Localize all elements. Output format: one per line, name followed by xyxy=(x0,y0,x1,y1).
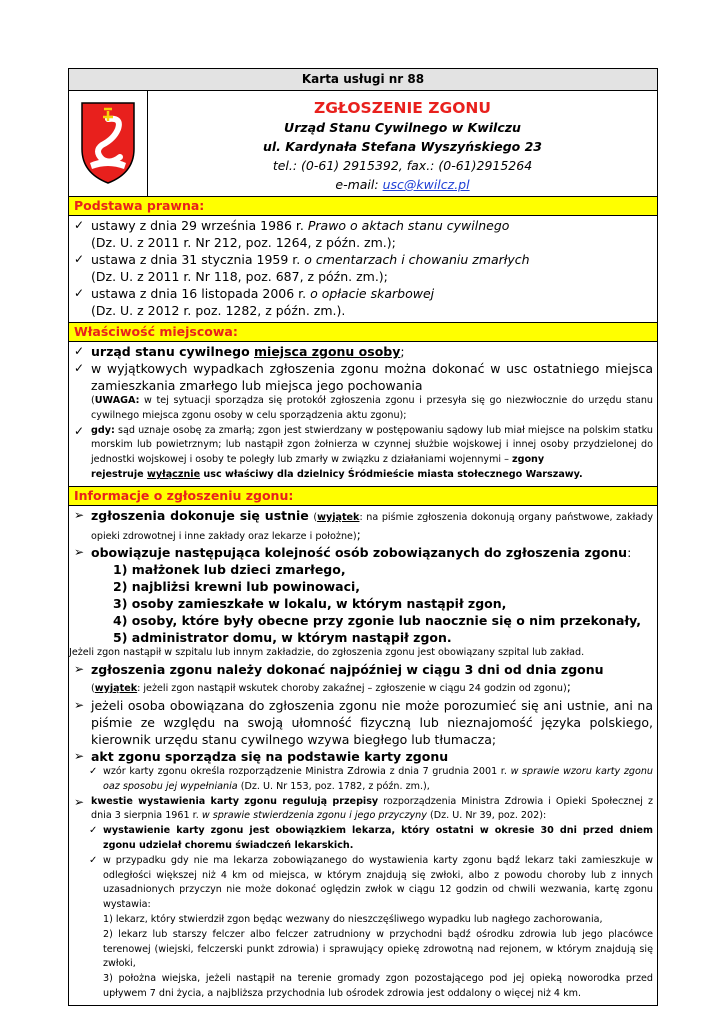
list-item: ✓ urząd stanu cywilnego miejsca zgonu osoby; xyxy=(74,344,405,359)
list-item: ✓ gdy: sąd uznaje osobę za zmarłą; zgon jest stwierdzany w postępowaniu sądowy lub miał miejsce na polskim statku morskim lub powietrznym; lub nastąpił zgon żołnierza w czynnej służbie wojskowej i innej osoby przydzielonej do jednostki wojskowej i osoby te poległy lub zmarły w związku z działaniami wojennymi – zgony rejestruje wyłącznie usc właściwy dla dzielnicy Śródmieście miasta stołecznego Warszawy. xyxy=(74,423,653,480)
enum-item: 1) lekarz, który stwierdził zgon będąc wezwany do nieszczęśliwego wypadku lub nagłego zachorowania, xyxy=(103,913,603,925)
email-prefix: e-mail: xyxy=(335,177,383,192)
list-item: ✓ wzór karty zgonu określa rozporządzenie Ministra Zdrowia z dnia 7 grudnia 2001 r. w sprawie wzoru karty zgonu oaz sposobu jej wypełniania (Dz. U. Nr 153, poz. 1782, z późn. zm.), xyxy=(89,765,653,792)
arrow-bullet-icon: ➢ xyxy=(74,794,85,809)
enum-item: 2) lekarz lub starszy felczer albo felczer zatrudniony w przychodni bądź ośrodku zdrowia lub jego placówce terenowej (wiejski, felczerski punkt zdrowia) i sprawujący opiekę zdrowotną nad rejonem, w którym znajdują się zwłoki, xyxy=(103,928,653,970)
person-item: 3) osoby zamieszkałe w lokalu, w którym nastąpił zgon, xyxy=(113,596,507,612)
list-item: ✓ w wyjątkowych wypadkach zgłoszenia zgonu można dokonać w usc ostatniego miejsca zamieszkania zmarłego lub miejsca jego pochowania xyxy=(74,361,653,393)
legal-basis-heading: Podstawa prawna: xyxy=(69,197,657,216)
legal-basis-list xyxy=(69,216,657,322)
office-phone: tel.: (0-61) 2915392, fax.: (0-61)2915264 xyxy=(272,158,533,173)
checkmark-icon: ✓ xyxy=(89,765,98,777)
hospital-note: Jeżeli zgon nastąpił w szpitalu lub innym zakładzie, do zgłoszenia zgonu jest obowiązany szpital lub zakład. xyxy=(69,647,585,659)
checkmark-icon: ✓ xyxy=(89,854,98,866)
checkmark-icon: ✓ xyxy=(74,252,85,266)
list-item: ➢ zgłoszenia dokonuje się ustnie (wyjątek: na piśmie zgłoszenia dokonują organy państwowe, zakłady opieki zdrowotnej i inne zakłady oraz lekarze i położne); xyxy=(74,507,654,542)
list-item: ➢ obowiązuje następująca kolejność osób zobowiązanych do zgłoszenia zgonu: xyxy=(74,545,632,561)
info-list xyxy=(69,506,657,1005)
persons-list xyxy=(73,561,653,646)
list-item: ✓ ustawa z dnia 31 stycznia 1959 r. o cmentarzach i chowaniu zmarłych (Dz. U. z 2011 r. Nr 118, poz. 687, z późn. zm.); xyxy=(74,252,530,284)
checkmark-icon: ✓ xyxy=(74,361,85,375)
service-card xyxy=(68,68,658,1006)
jurisdiction-heading: Właściwość miejscowa: xyxy=(69,322,657,342)
enum-item: 3) położna wiejska, jeżeli nastąpił na terenie gromady zgon pozostającego pod jej opieką noworodka przed upływem 7 dni życia, a najbliższa przychodnia lub ośrodek zdrowia jest oddalony o więcej niż 4 km. xyxy=(103,973,653,999)
list-item: ✓ ustawa z dnia 16 listopada 2006 r. o opłacie skarbowej (Dz. U. z 2012 r. poz. 1282, z późn. zm.). xyxy=(74,286,435,318)
header-text xyxy=(148,91,657,196)
office-name: Urząd Stanu Cywilnego w Kwilczu xyxy=(284,120,521,135)
email-link[interactable]: usc@kwilcz.pl xyxy=(382,177,470,192)
list-item: ➢ zgłoszenia zgonu należy dokonać najpóźniej w ciągu 3 dni od dnia zgonu (wyjątek: jeżeli zgon nastąpił wskutek choroby zakaźnej – zgłoszenie w ciągu 24 godzin od zgonu); xyxy=(74,662,604,695)
crest-cell xyxy=(69,91,148,196)
list-item: ➢ kwestie wystawienia karty zgonu regulują przepisy rozporządzenia Ministra Zdrowia i Opieki Społecznej z dnia 3 sierpnia 1961 r. w sprawie stwierdzenia zgonu i jego przyczyny (Dz. U. Nr 39, poz. 202): xyxy=(74,794,653,822)
person-item: 1) małżonek lub dzieci zmarłego, xyxy=(113,562,346,578)
person-item: 2) najbliżsi krewni lub powinowaci, xyxy=(113,579,361,595)
jurisdiction-list xyxy=(69,342,657,486)
arrow-bullet-icon: ➢ xyxy=(74,507,85,522)
header xyxy=(69,91,657,197)
arrow-bullet-icon: ➢ xyxy=(74,662,85,677)
arrow-bullet-icon: ➢ xyxy=(74,697,85,712)
arrow-bullet-icon: ➢ xyxy=(74,545,85,560)
checkmark-icon: ✓ xyxy=(89,825,98,837)
checkmark-icon: ✓ xyxy=(74,218,85,232)
list-item: ➢ jeżeli osoba obowiązana do zgłoszenia zgonu nie może porozumieć się ani ustnie, ani na piśmie ze względu na swoją ułomność fizyczną lub nieznajomość języka polskiego, kierownik urzędu stanu cywilnego wzywa biegłego lub tłumacza; xyxy=(74,697,653,747)
checkmark-icon: ✓ xyxy=(74,344,85,358)
person-item: 5) administrator domu, w którym nastąpił zgon. xyxy=(113,630,452,646)
note: (UWAGA: w tej sytuacji sporządza się protokół zgłoszenia zgonu i przesyła się go niezwłocznie do urzędu stanu cywilnego miejsca zgonu osoby w celu sporządzenia aktu zgonu); xyxy=(91,395,653,421)
list-item: ✓ wystawienie karty zgonu jest obowiązkiem lekarza, który ostatni w okresie 30 dni przed dniem zgonu udzielał choremu świadczeń lekarskich. xyxy=(89,825,653,851)
list-item: ✓ ustawy z dnia 29 września 1986 r. Prawo o aktach stanu cywilnego (Dz. U. z 2011 r. Nr 212, poz. 1264, z późn. zm.); xyxy=(74,218,510,250)
person-item: 4) osoby, które były obecne przy zgonie lub naocznie się o nim przekonały, xyxy=(113,613,642,629)
page-title: ZGŁOSZENIE ZGONU xyxy=(314,99,491,117)
checkmark-icon: ✓ xyxy=(74,423,85,438)
office-email-line xyxy=(148,175,657,194)
coat-of-arms-icon xyxy=(78,97,138,185)
arrow-bullet-icon: ➢ xyxy=(74,748,85,763)
list-item: ➢ akt zgonu sporządza się na podstawie karty zgonu xyxy=(74,748,449,764)
list-item: ✓ w przypadku gdy nie ma lekarza zobowiązanego do wystawienia karty zgonu bądź lekarz taki zamieszkuje w odległości większej niż 4 km od miejsca, w którym znajdują się zwłoki, albo z powodu choroby lub z innych uzasadnionych przyczyn nie może dokonać oględzin zwłok w ciągu 12 godzin od chwili wezwania, kartę zgonu wystawia: xyxy=(89,854,653,911)
card-number: Karta usługi nr 88 xyxy=(69,69,657,91)
office-address: ul. Kardynała Stefana Wyszyńskiego 23 xyxy=(263,139,542,154)
info-heading: Informacje o zgłoszeniu zgonu: xyxy=(69,486,657,506)
checkmark-icon: ✓ xyxy=(74,286,85,300)
